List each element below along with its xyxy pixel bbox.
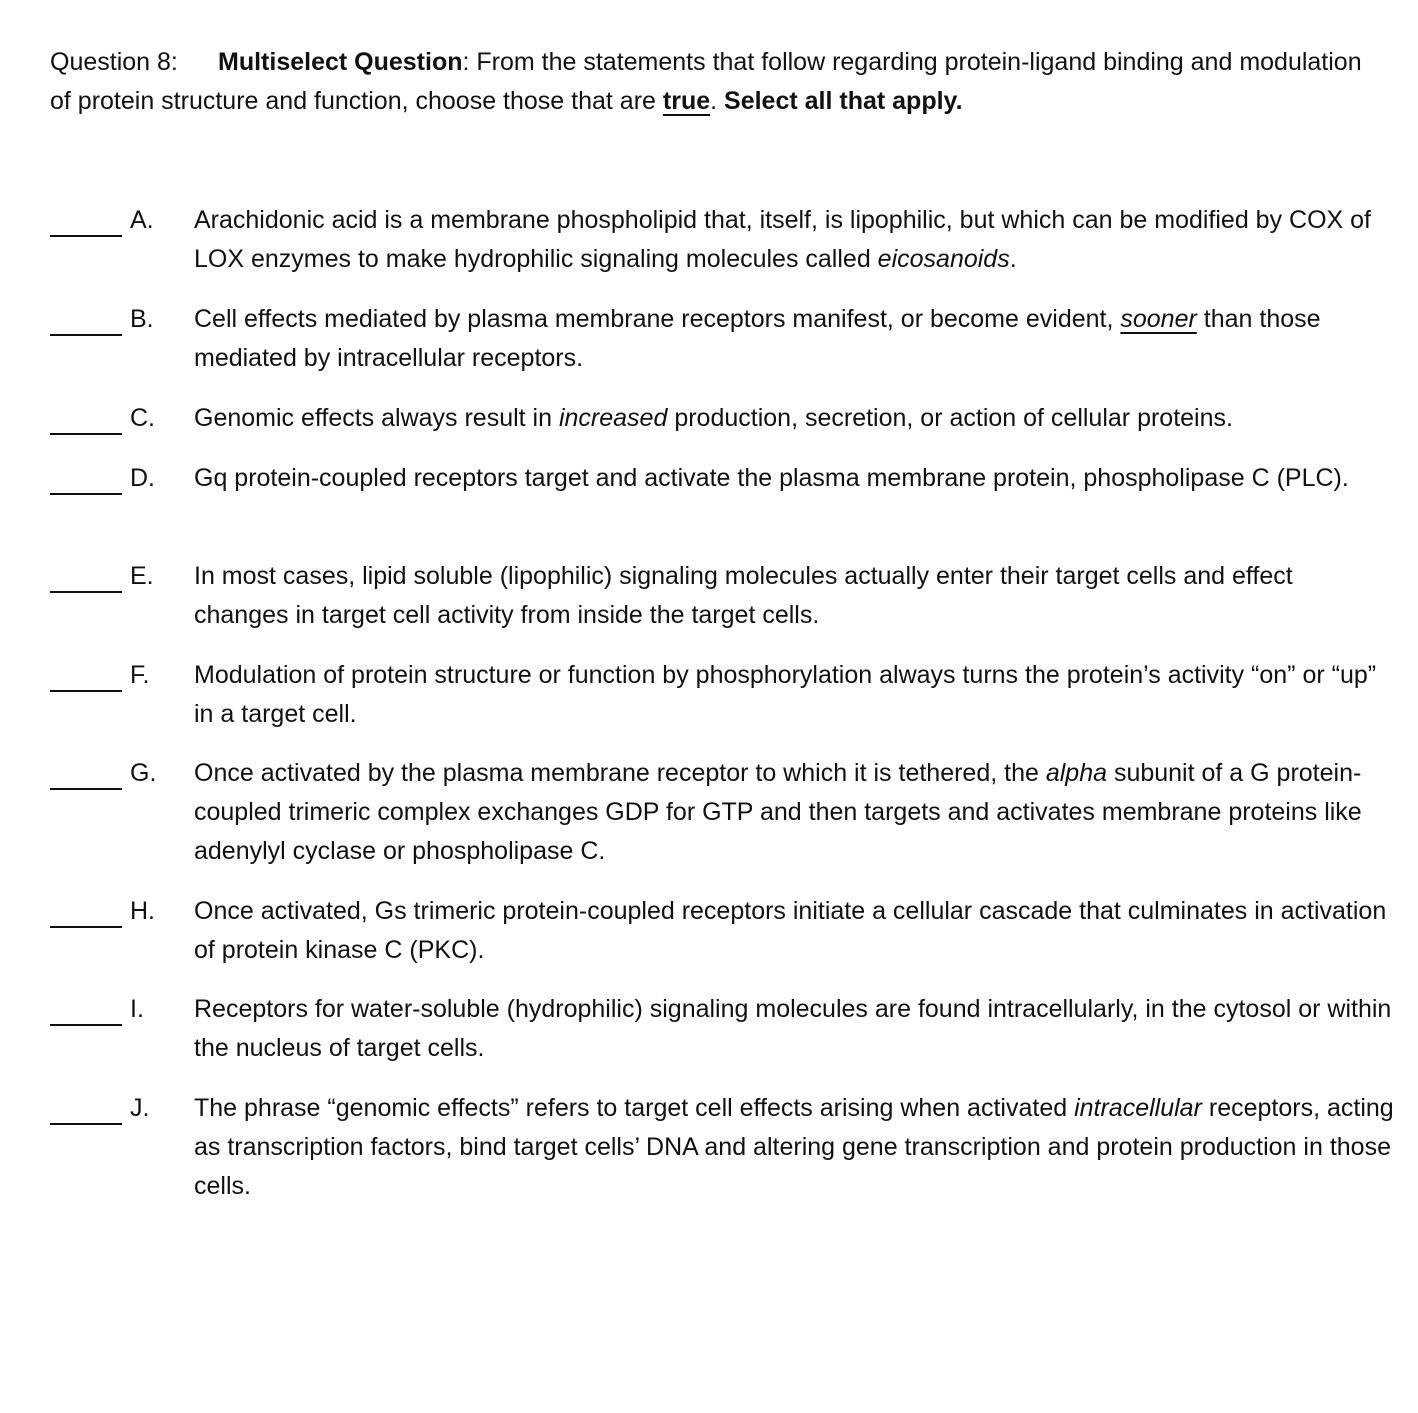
statement-letter: I. bbox=[130, 995, 144, 1023]
statement-g bbox=[50, 754, 1395, 892]
statement-text: Once activated, Gs trimeric protein-coupled receptors initiate a cellular cascade that culminates in activation of protein kinase C (PKC). bbox=[194, 897, 1387, 964]
select-all-instruction: Select all that apply. bbox=[724, 87, 963, 115]
statement-text: Modulation of protein structure or function by phosphorylation always turns the protein’s activity “on” or “up” in a target cell. bbox=[194, 661, 1377, 728]
statement-h bbox=[50, 892, 1395, 990]
statement-letter: E. bbox=[130, 562, 154, 590]
statement-letter: D. bbox=[130, 464, 155, 492]
answer-blank-e[interactable] bbox=[50, 591, 122, 593]
question-type-label: Multiselect Question bbox=[218, 48, 463, 76]
answer-blank-j[interactable] bbox=[50, 1123, 122, 1125]
question-prompt bbox=[50, 43, 1380, 121]
statement-letter: B. bbox=[130, 305, 154, 333]
answer-blank-h[interactable] bbox=[50, 926, 122, 928]
statement-text: In most cases, lipid soluble (lipophilic) signaling molecules actually enter their target cells and effect changes in target cell activity from inside the target cells. bbox=[194, 562, 1293, 629]
statement-letter: J. bbox=[130, 1094, 150, 1122]
answer-blank-d[interactable] bbox=[50, 493, 122, 495]
answer-blank-f[interactable] bbox=[50, 690, 122, 692]
prompt-text-1: : From the statements that follow regarding protein-ligand binding and modulation of protein structure and function, choose those that are bbox=[50, 48, 1362, 115]
statement-f bbox=[50, 656, 1395, 754]
answer-blank-b[interactable] bbox=[50, 334, 122, 336]
answer-blank-c[interactable] bbox=[50, 433, 122, 435]
statement-text: Cell effects mediated by plasma membrane receptors manifest, or become evident, sooner than those mediated by intracellular receptors. bbox=[194, 305, 1321, 372]
statement-text: Arachidonic acid is a membrane phospholipid that, itself, is lipophilic, but which can be modified by COX of LOX enzymes to make hydrophilic signaling molecules called eicosanoids. bbox=[194, 206, 1372, 273]
statement-letter: A. bbox=[130, 206, 154, 234]
statement-text: Gq protein-coupled receptors target and activate the plasma membrane protein, phospholipase C (PLC). bbox=[194, 464, 1349, 492]
statement-j bbox=[50, 1089, 1395, 1207]
prompt-text-2: . bbox=[710, 87, 725, 115]
statement-b bbox=[50, 300, 1395, 399]
statement-text: Genomic effects always result in increased production, secretion, or action of cellular proteins. bbox=[194, 404, 1233, 432]
statement-letter: C. bbox=[130, 404, 155, 432]
statement-letter: F. bbox=[130, 661, 150, 689]
question-number: Question 8: bbox=[50, 48, 178, 76]
answer-blank-g[interactable] bbox=[50, 788, 122, 790]
answer-blank-i[interactable] bbox=[50, 1024, 122, 1026]
statement-e bbox=[50, 557, 1395, 656]
prompt-emphasis: true bbox=[662, 87, 711, 115]
statement-c bbox=[50, 399, 1395, 459]
answer-blank-a[interactable] bbox=[50, 235, 122, 237]
statement-text: Once activated by the plasma membrane receptor to which it is tethered, the alpha subunit of a G protein-coupled trimeric complex exchanges GDP for GTP and then targets and activates membrane proteins like adenylyl cyclase or phospholipase C. bbox=[194, 759, 1362, 865]
statement-d bbox=[50, 459, 1395, 557]
statement-letter: H. bbox=[130, 897, 155, 925]
statement-text: Receptors for water-soluble (hydrophilic) signaling molecules are found intracellularly, in the cytosol or within the nucleus of target cells. bbox=[194, 995, 1392, 1062]
statement-a bbox=[50, 201, 1395, 300]
statement-text: The phrase “genomic effects” refers to target cell effects arising when activated intracellular receptors, acting as transcription factors, bind target cells’ DNA and altering gene transcription and protein production in those cells. bbox=[194, 1094, 1394, 1200]
statement-i bbox=[50, 990, 1395, 1089]
statement-letter: G. bbox=[130, 759, 157, 787]
statement-list bbox=[50, 201, 1395, 1207]
